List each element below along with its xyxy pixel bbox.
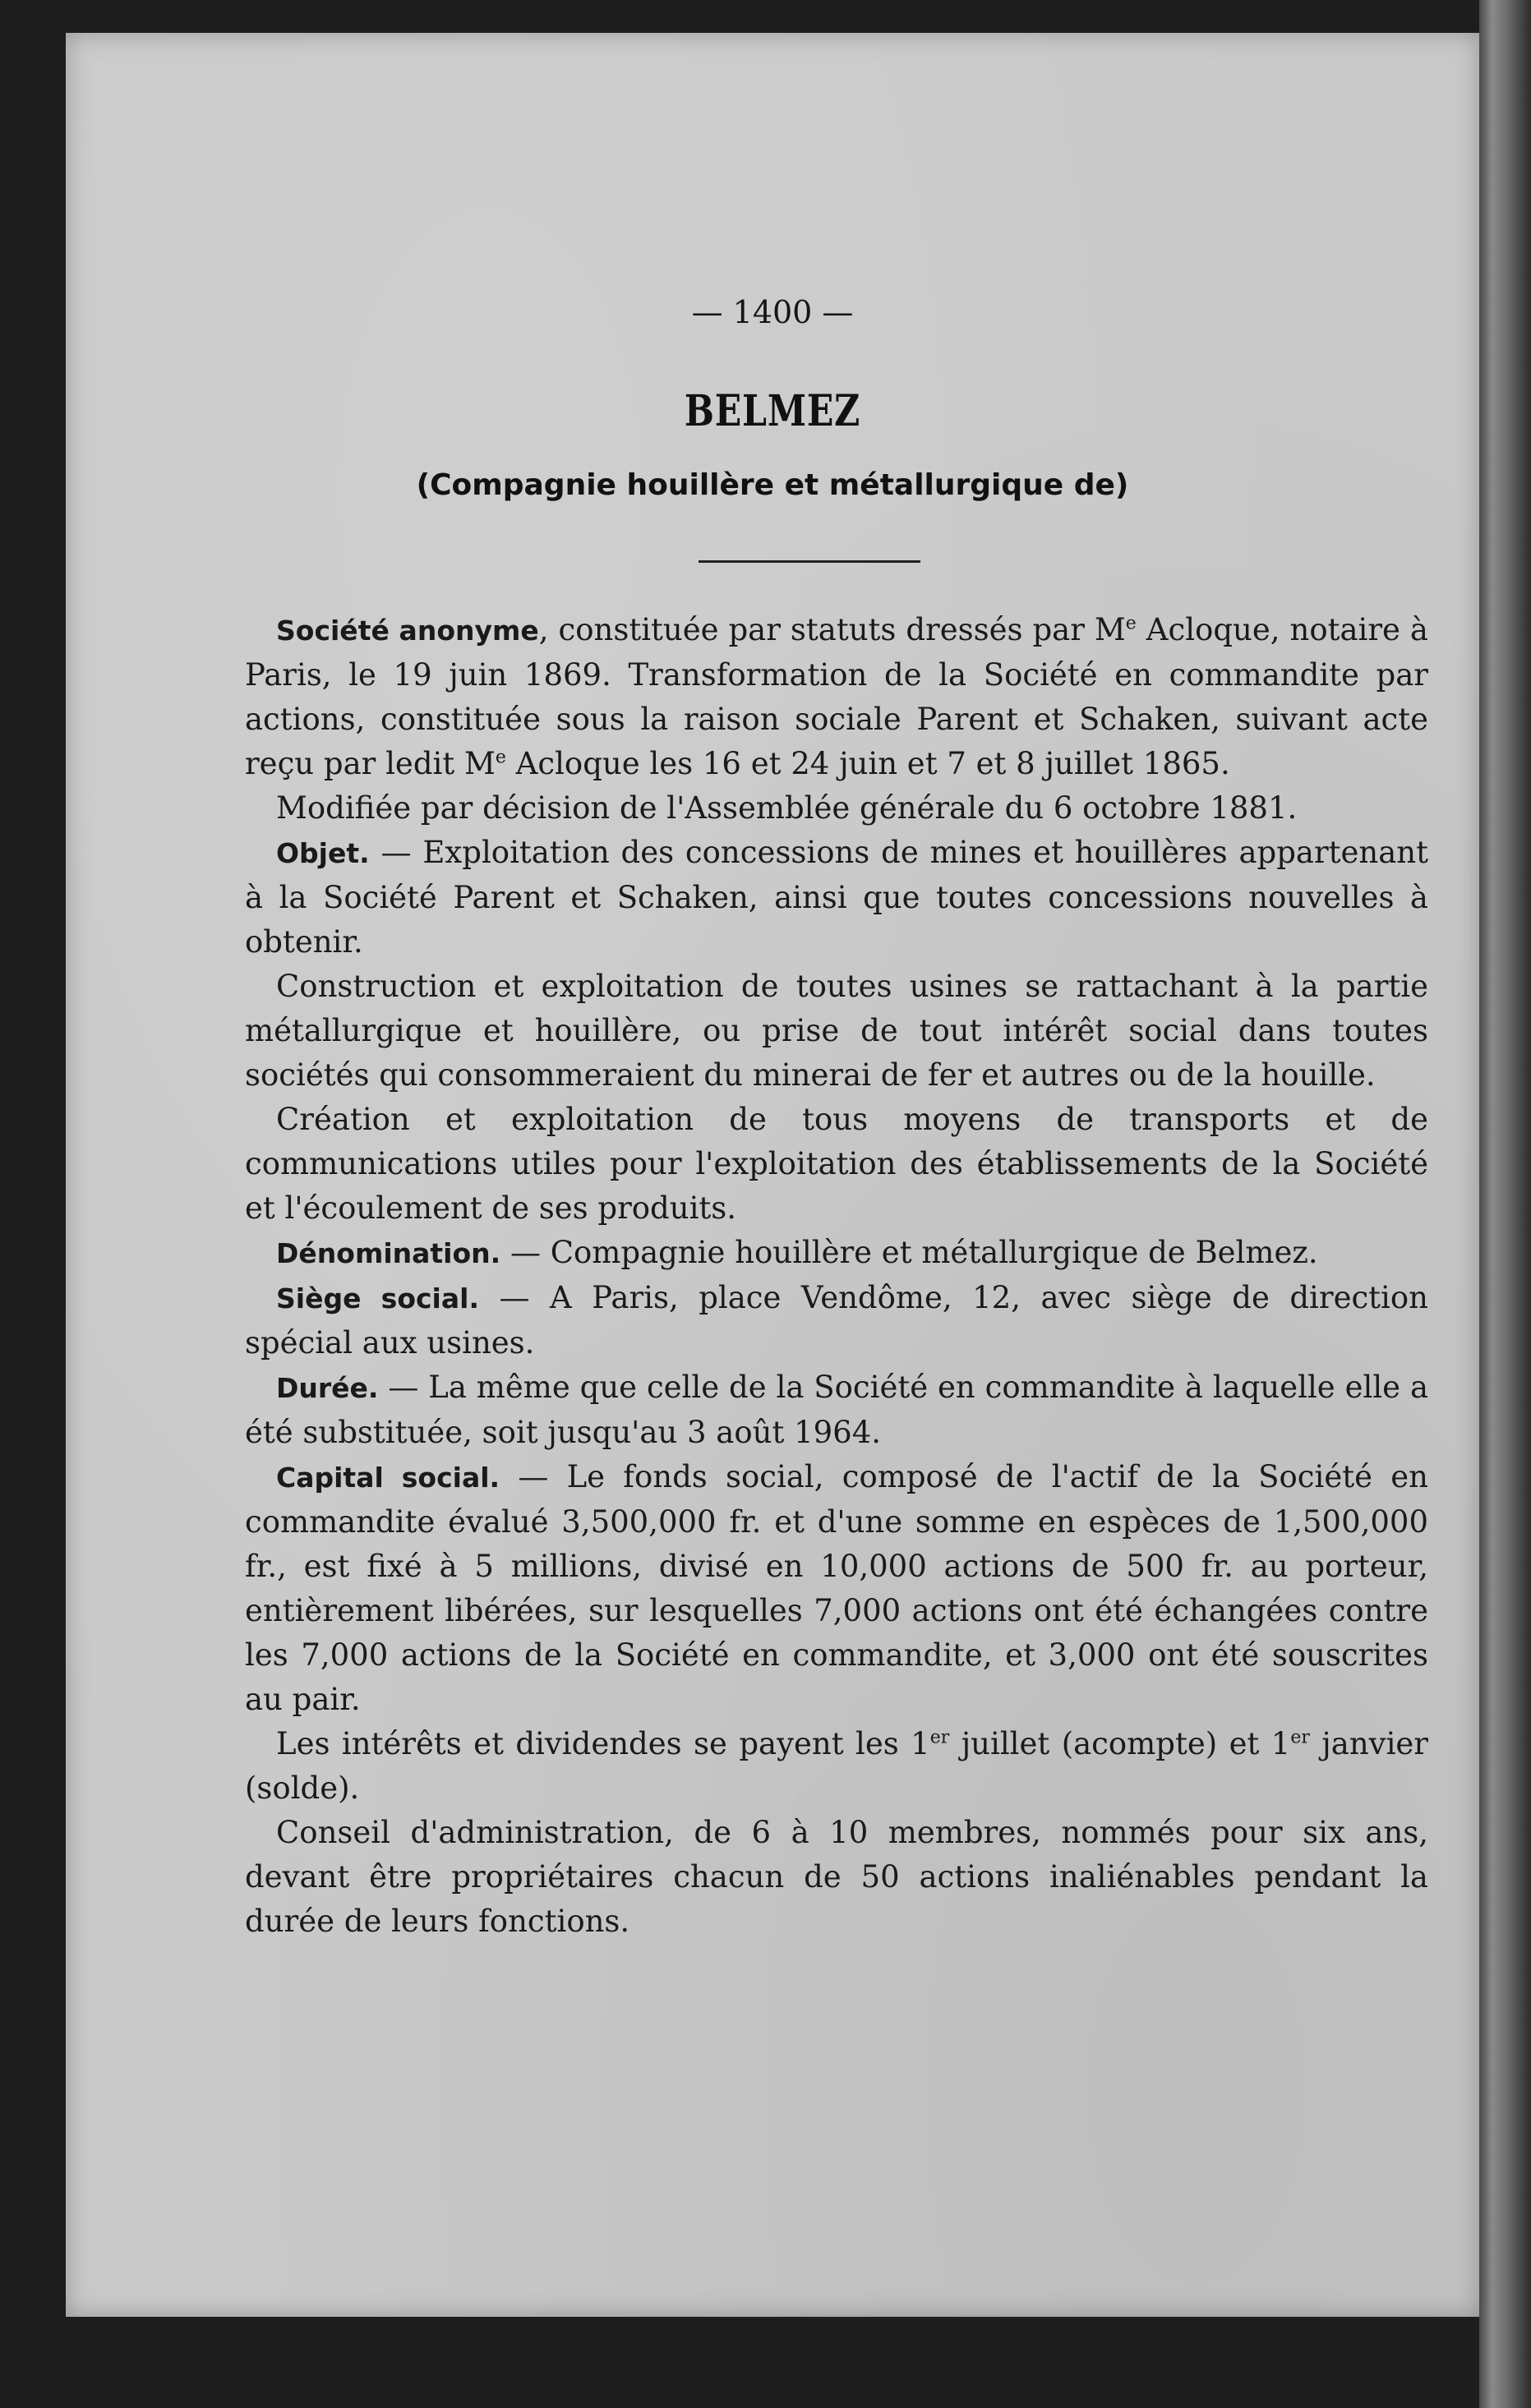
paragraph-text: — Le fonds social, composé de l'actif de la Société en commandite évalué 3,500,000 fr. et d'une somme en espèces de 1,500,000 fr., est fixé à 5 millions, divisé en 10,000 actions de 500 fr. au porteur, entièrement libérées, sur lesquelles 7,000 actions ont été échangées contre les 7,000 actions de la Société en commandite, et 3,000 ont été souscrites au pair. bbox=[245, 1459, 1428, 1717]
paragraph-modification bbox=[245, 786, 1428, 831]
paragraph-dividendes bbox=[245, 1722, 1428, 1811]
company-title: BELMEZ bbox=[684, 386, 861, 436]
paragraph-denomination bbox=[245, 1231, 1428, 1276]
paragraph-text: Création et exploitation de tous moyens de transports et de communications utiles pour l'exploitation des établissements de la Société et l'écoulement de ses produits. bbox=[245, 1102, 1428, 1226]
paragraph-text: — A Paris, place Vendôme, 12, avec siège de direction spécial aux usines. bbox=[245, 1280, 1428, 1361]
superscript: e bbox=[495, 747, 506, 768]
paragraph-objet bbox=[245, 831, 1428, 965]
paragraph-text: — La même que celle de la Société en commandite à laquelle elle a été substituée, soit jusqu'au 3 août 1964. bbox=[245, 1370, 1428, 1450]
paragraph-creation bbox=[245, 1098, 1428, 1231]
paragraph-text: juillet (acompte) et 1 bbox=[949, 1726, 1291, 1761]
section-label: Société anonyme bbox=[276, 615, 539, 647]
section-label: Siège social. bbox=[276, 1282, 479, 1315]
paragraph-text: — Exploitation des concessions de mines et houillères appartenant à la Société Parent et Schaken, ainsi que toutes concessions nouvelles à obtenir. bbox=[245, 835, 1428, 960]
paragraph-siege-social bbox=[245, 1276, 1428, 1365]
paragraph-text: janvier (solde). bbox=[245, 1726, 1428, 1806]
paragraph-text: Modifiée par décision de l'Assemblée générale du 6 octobre 1881. bbox=[276, 790, 1298, 826]
superscript: er bbox=[1290, 1727, 1310, 1748]
document-body bbox=[245, 608, 1428, 1944]
company-subtitle: (Compagnie houillère et métallurgique de) bbox=[416, 468, 1129, 502]
paragraph-conseil bbox=[245, 1811, 1428, 1944]
title-divider bbox=[699, 560, 920, 563]
section-label: Durée. bbox=[276, 1372, 379, 1404]
section-label: Capital social. bbox=[276, 1462, 500, 1494]
superscript: e bbox=[1125, 613, 1137, 634]
paragraph-text: , constituée par statuts dressés par M bbox=[538, 612, 1126, 647]
document-page bbox=[66, 33, 1479, 2317]
book-spine bbox=[1479, 0, 1531, 2408]
paragraph-capital-social bbox=[245, 1455, 1428, 1722]
superscript: er bbox=[929, 1727, 950, 1748]
paragraph-text: Acloque, notaire à Paris, le 19 juin 1869. Transformation de la Société en commandite par actions, constituée sous la raison sociale Parent et Schaken, suivant acte reçu par ledit M bbox=[245, 612, 1428, 781]
paragraph-duree bbox=[245, 1365, 1428, 1455]
paragraph-construction bbox=[245, 965, 1428, 1098]
paragraph-text: Conseil d'administration, de 6 à 10 membres, nommés pour six ans, devant être propriétaires chacun de 50 actions inaliénables pendant la durée de leurs fonctions. bbox=[245, 1815, 1428, 1939]
paragraph-text: Les intérêts et dividendes se payent les 1 bbox=[276, 1726, 930, 1761]
page-number: — 1400 — bbox=[691, 294, 854, 330]
section-label: Objet. bbox=[276, 837, 370, 869]
paragraph-text: — Compagnie houillère et métallurgique de Belmez. bbox=[500, 1235, 1318, 1270]
paragraph-text: Construction et exploitation de toutes usines se rattachant à la partie métallurgique et houillère, ou prise de tout intérêt social dans toutes sociétés qui consommeraient du minerai de fer et autres ou de la houille. bbox=[245, 969, 1428, 1093]
paragraph-text: Acloque les 16 et 24 juin et 7 et 8 juillet 1865. bbox=[505, 746, 1230, 781]
section-label: Dénomination. bbox=[276, 1237, 501, 1269]
paragraph-societe-anonyme bbox=[245, 608, 1428, 786]
